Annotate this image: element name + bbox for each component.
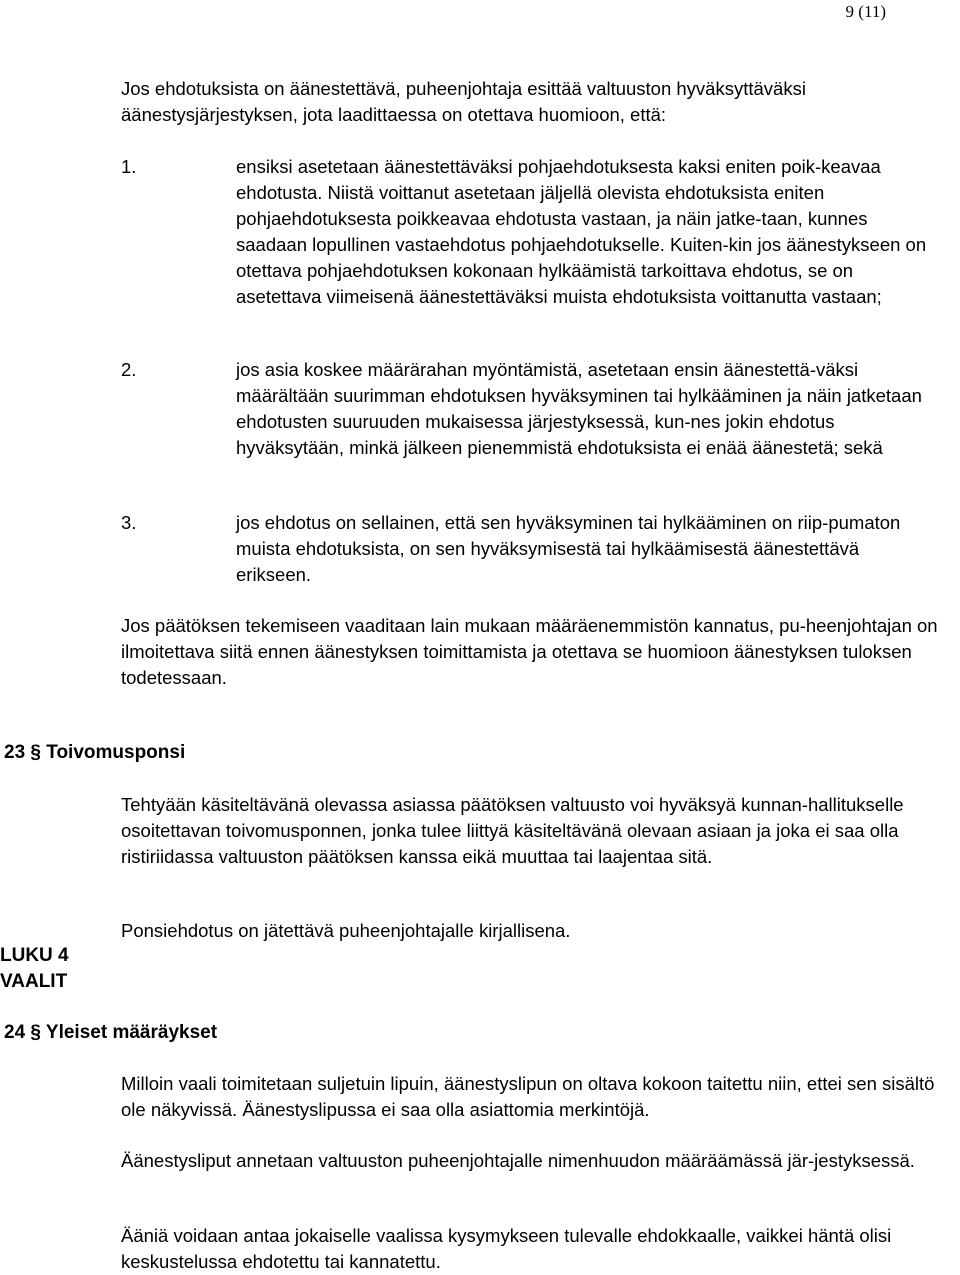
- section-23-paragraph: Ponsiehdotus on jätettävä puheenjohtajalle kirjallisena.: [121, 920, 571, 941]
- intro-paragraph: Jos ehdotuksista on äänestettävä, puheenjohtaja esittää valtuuston hyväksyttäväksi äänestysjärjestyksen, jota laadittaessa on otettava huomioon, että:: [121, 78, 806, 125]
- page-number: 9 (11): [845, 2, 886, 21]
- section-24-heading: 24 § Yleiset määräykset: [4, 1022, 218, 1043]
- section-23-heading: 23 § Toivomusponsi: [4, 742, 186, 763]
- list-item-text: jos ehdotus on sellainen, että sen hyväksyminen tai hylkääminen on riip-pumaton muista ehdotuksista, on sen hyväksymisestä tai hylkäämisestä äänestettävä erikseen.: [236, 512, 901, 585]
- list-item-number: 2.: [121, 359, 137, 380]
- list-item: [121, 357, 939, 461]
- list-item-text: ensiksi asetetaan äänestettäväksi pohjaehdotuksesta kaksi eniten poik-keavaa ehdotusta. Niistä voittanut asetetaan jäljellä olevista ehdotuksista eniten pohjaehdotuksesta poikkeavaa ehdotusta vastaan, ja näin jatke-taan, kunnes saadaan lopullinen vastaehdotus pohjaehdotukselle. Kuiten-kin jos äänestykseen on otettava pohjaehdotuksen kokonaan hylkäämistä tarkoittava ehdotus, se on asetettava viimeisenä äänestettäväksi muista ehdotuksista voittanutta vastaan;: [236, 156, 927, 307]
- closing-paragraph: Jos päätöksen tekemiseen vaaditaan lain mukaan määräenemmistön kannatus, pu-heenjohtajan on ilmoitettava siitä ennen äänestyksen toimittamista ja otettava se huomioon äänestyksen tuloksen todetessaan.: [121, 615, 938, 688]
- section-24-paragraph: Milloin vaali toimitetaan suljetuin lipuin, äänestyslipun on oltava kokoon taitettu niin, ettei sen sisältö ole näkyvissä. Äänestyslipussa ei saa olla asiattomia merkintöjä.: [121, 1073, 935, 1120]
- chapter-title: VAALIT: [0, 971, 68, 992]
- section-24-paragraph: Ääniä voidaan antaa jokaiselle vaalissa kysymykseen tulevalle ehdokkaalle, vaikkei häntä olisi keskustelussa ehdotettu tai kannatettu.: [121, 1225, 892, 1272]
- list-item-text: jos asia koskee määrärahan myöntämistä, asetetaan ensin äänestettä-väksi määrältään suurimman ehdotuksen hyväksyminen tai hylkääminen ja näin jatketaan ehdotusten suuruuden mukaisessa järjestyksessä, kun-nes jokin ehdotus hyväksytään, minkä jälkeen pienemmistä ehdotuksista ei enää äänestetä; sekä: [236, 359, 922, 458]
- list-item-number: 3.: [121, 512, 137, 533]
- list-item: [121, 154, 939, 310]
- section-23-paragraph: Tehtyään käsiteltävänä olevassa asiassa päätöksen valtuusto voi hyväksyä kunnan-hallitukselle osoitettavan toivomusponnen, jonka tulee liittyä käsiteltävänä olevaan asiaan ja joka ei saa olla ristiriidassa valtuuston päätöksen kanssa eikä muuttaa tai laajentaa sitä.: [121, 794, 904, 867]
- chapter-number: LUKU 4: [0, 945, 69, 966]
- list-item: [121, 510, 939, 588]
- section-24-paragraph: Äänestysliput annetaan valtuuston puheenjohtajalle nimenhuudon määräämässä jär-jestyksessä.: [121, 1150, 915, 1171]
- list-item-number: 1.: [121, 156, 137, 177]
